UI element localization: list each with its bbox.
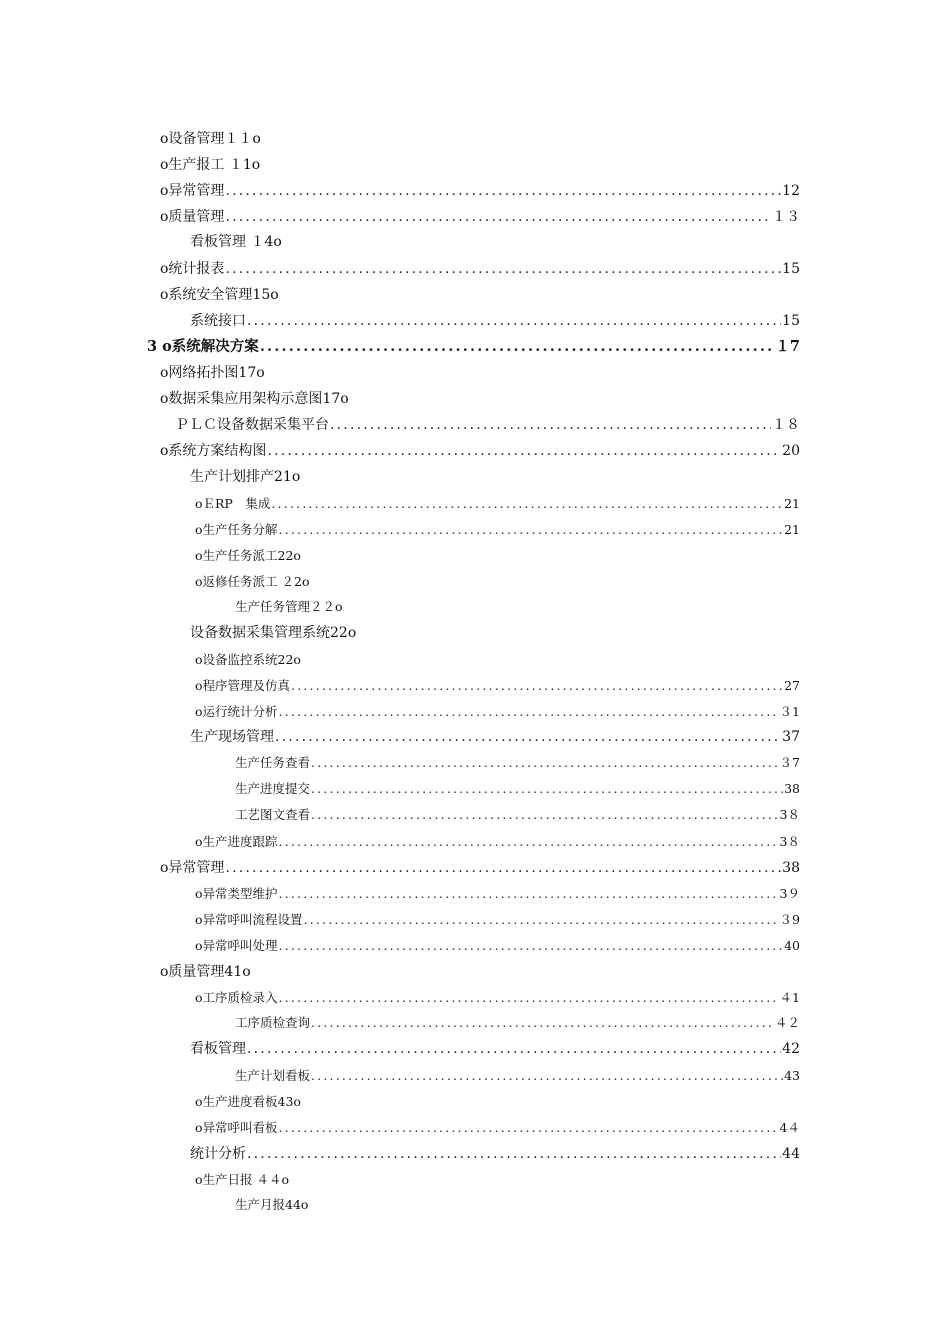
toc-entry-label: o异常呼叫流程设置 [195,912,303,927]
toc-entry-label: o质量管理 [160,209,225,225]
toc-entry[interactable] [195,883,800,905]
toc-page-number: 21 [784,496,800,511]
toc-entry-label: o异常类型维护 [195,886,278,901]
toc-dot-leader [225,258,781,280]
toc-dot-leader [225,206,771,228]
toc-page-number: 3８ [779,834,800,849]
toc-dot-leader [311,1065,783,1087]
toc-page-number: ４２ [774,1015,800,1030]
toc-dot-leader [330,414,771,436]
toc-page-number: 20 [782,443,800,459]
toc-page-number: 38 [784,781,800,796]
toc-dot-leader [279,701,779,723]
toc-page-number: ３1 [779,704,800,719]
toc-entry[interactable] [235,804,800,826]
toc-entry[interactable] [160,180,800,202]
toc-entry[interactable] [160,128,800,150]
toc-entry[interactable] [190,1038,800,1060]
toc-entry-label: 生产月报44o [235,1197,309,1212]
toc-entry[interactable] [235,1012,800,1034]
toc-dot-leader [279,831,779,853]
toc-entry-label: 生产任务管理２２o [235,599,343,614]
toc-page-number: 12 [782,183,800,199]
toc-entry[interactable] [195,571,800,593]
toc-dot-leader [225,857,781,879]
toc-entry[interactable] [235,752,800,774]
toc-page-number: 43 [784,1068,800,1083]
toc-entry[interactable] [195,493,800,515]
toc-entry[interactable] [190,310,800,332]
toc-entry-label: oＥRP 集成 [195,496,271,511]
toc-dot-leader [260,336,775,358]
toc-dot-leader [271,493,783,515]
toc-entry[interactable] [190,231,800,253]
toc-entry-label: 统计分析 [190,1146,246,1162]
toc-entry-label: o异常呼叫看板 [195,1120,278,1135]
toc-entry[interactable] [147,336,800,358]
toc-entry[interactable] [235,1194,800,1216]
toc-entry-label: 工序质检查询 [235,1015,311,1030]
toc-page-number: １３ [772,209,800,225]
toc-dot-leader [291,675,783,697]
toc-entry[interactable] [160,440,800,462]
toc-page-number: 3９ [779,886,800,901]
toc-entry[interactable] [190,466,800,488]
toc-entry-label: ＰＬＣ设备数据采集平台 [175,417,329,433]
toc-entry[interactable] [160,857,800,879]
toc-page-number: 42 [782,1041,800,1057]
toc-entry-label: 生产进度提交 [235,781,311,796]
toc-page-number: 3８ [779,807,800,822]
toc-entry-label: o生产日报 ４４o [195,1172,290,1187]
toc-entry[interactable] [195,831,800,853]
toc-entry[interactable] [195,675,800,697]
toc-entry-label: o工序质检录入 [195,990,278,1005]
toc-entry-label: 系统接口 [190,313,246,329]
toc-entry[interactable] [160,206,800,228]
toc-entry[interactable] [195,1091,800,1113]
toc-entry-label: o生产任务派工22o [195,548,301,563]
toc-dot-leader [225,180,781,202]
toc-entry-label: o统计报表 [160,261,225,277]
toc-entry[interactable] [160,362,800,384]
toc-entry[interactable] [190,1143,800,1165]
toc-entry-label: o系统方案结构图 [160,443,267,459]
toc-entry[interactable] [195,1169,800,1191]
toc-dot-leader [311,804,779,826]
toc-entry-label: 生产任务查看 [235,755,311,770]
toc-entry[interactable] [195,701,800,723]
toc-page-number: 38 [782,860,800,876]
toc-entry-label: 3 o系统解决方案 [147,338,259,355]
toc-dot-leader [247,1143,781,1165]
toc-dot-leader [279,883,779,905]
toc-dot-leader [311,752,779,774]
toc-page-number: 27 [784,678,800,693]
toc-entry[interactable] [190,726,800,748]
toc-dot-leader [279,1117,779,1139]
toc-entry[interactable] [190,622,800,644]
toc-page-number: 15 [782,261,800,277]
toc-page-number: 4４ [779,1120,800,1135]
toc-page-number: １８ [772,417,800,433]
toc-entry-label: 设备数据采集管理系统22o [190,625,357,641]
toc-entry[interactable] [175,414,800,436]
toc-entry-label: 工艺图文查看 [235,807,311,822]
toc-entry-label: o异常呼叫处理 [195,938,278,953]
toc-entry-label: o生产进度跟踪 [195,834,278,849]
toc-entry-label: o系统安全管理15o [160,287,279,303]
toc-dot-leader [275,726,781,748]
toc-page-number: 44 [782,1146,800,1162]
toc-entry-label: o返修任务派工 ２2o [195,574,310,589]
toc-entry-label: o生产进度看板43o [195,1094,301,1109]
toc-dot-leader [279,519,784,541]
toc-entry[interactable] [195,909,800,931]
toc-entry[interactable] [195,935,800,957]
toc-dot-leader [247,310,781,332]
toc-entry[interactable] [160,284,800,306]
toc-dot-leader [304,909,779,931]
toc-dot-leader [311,778,783,800]
toc-entry-label: o数据采集应用架构示意图17o [160,391,349,407]
toc-page-number: 21 [784,522,800,537]
toc-page-number: １7 [775,338,800,355]
toc-entry-label: 生产计划排产21o [190,469,301,485]
toc-entry-label: 生产计划看板 [235,1068,311,1083]
toc-entry[interactable] [195,987,800,1009]
toc-entry[interactable] [160,154,800,176]
toc-entry[interactable] [195,649,800,671]
toc-entry-label: o设备管理１１o [160,131,261,147]
toc-entry[interactable] [235,1065,800,1087]
toc-entry-label: 看板管理 [190,1041,246,1057]
toc-page-number: 40 [784,938,800,953]
toc-entry-label: o生产任务分解 [195,522,278,537]
toc-entry[interactable] [160,258,800,280]
toc-entry[interactable] [195,1117,800,1139]
toc-entry[interactable] [235,778,800,800]
toc-dot-leader [311,1012,774,1034]
toc-page-number: ３9 [779,912,800,927]
toc-entry[interactable] [195,519,800,541]
toc-page-number: ４1 [779,990,800,1005]
toc-entry-label: o网络拓扑图17o [160,365,265,381]
toc-entry-label: o异常管理 [160,860,225,876]
toc-entry-label: 生产现场管理 [190,729,274,745]
toc-entry[interactable] [195,545,800,567]
toc-page-number: 15 [782,313,800,329]
toc-entry-label: 看板管理 １4o [190,234,282,250]
toc-dot-leader [267,440,781,462]
toc-page-number: ３7 [779,755,800,770]
toc-dot-leader [279,987,779,1009]
toc-entry[interactable] [160,961,800,983]
toc-entry[interactable] [235,596,800,618]
toc-entry-label: o质量管理41o [160,964,251,980]
toc-dot-leader [247,1038,781,1060]
toc-entry-label: o生产报工 １1o [160,157,261,173]
toc-entry-label: o运行统计分析 [195,704,278,719]
toc-entry[interactable] [160,388,800,410]
toc-entry-label: o程序管理及仿真 [195,678,291,693]
toc-page-number: 37 [782,729,800,745]
toc-entry-label: o异常管理 [160,183,225,199]
toc-dot-leader [279,935,784,957]
toc-entry-label: o设备监控系统22o [195,652,301,667]
